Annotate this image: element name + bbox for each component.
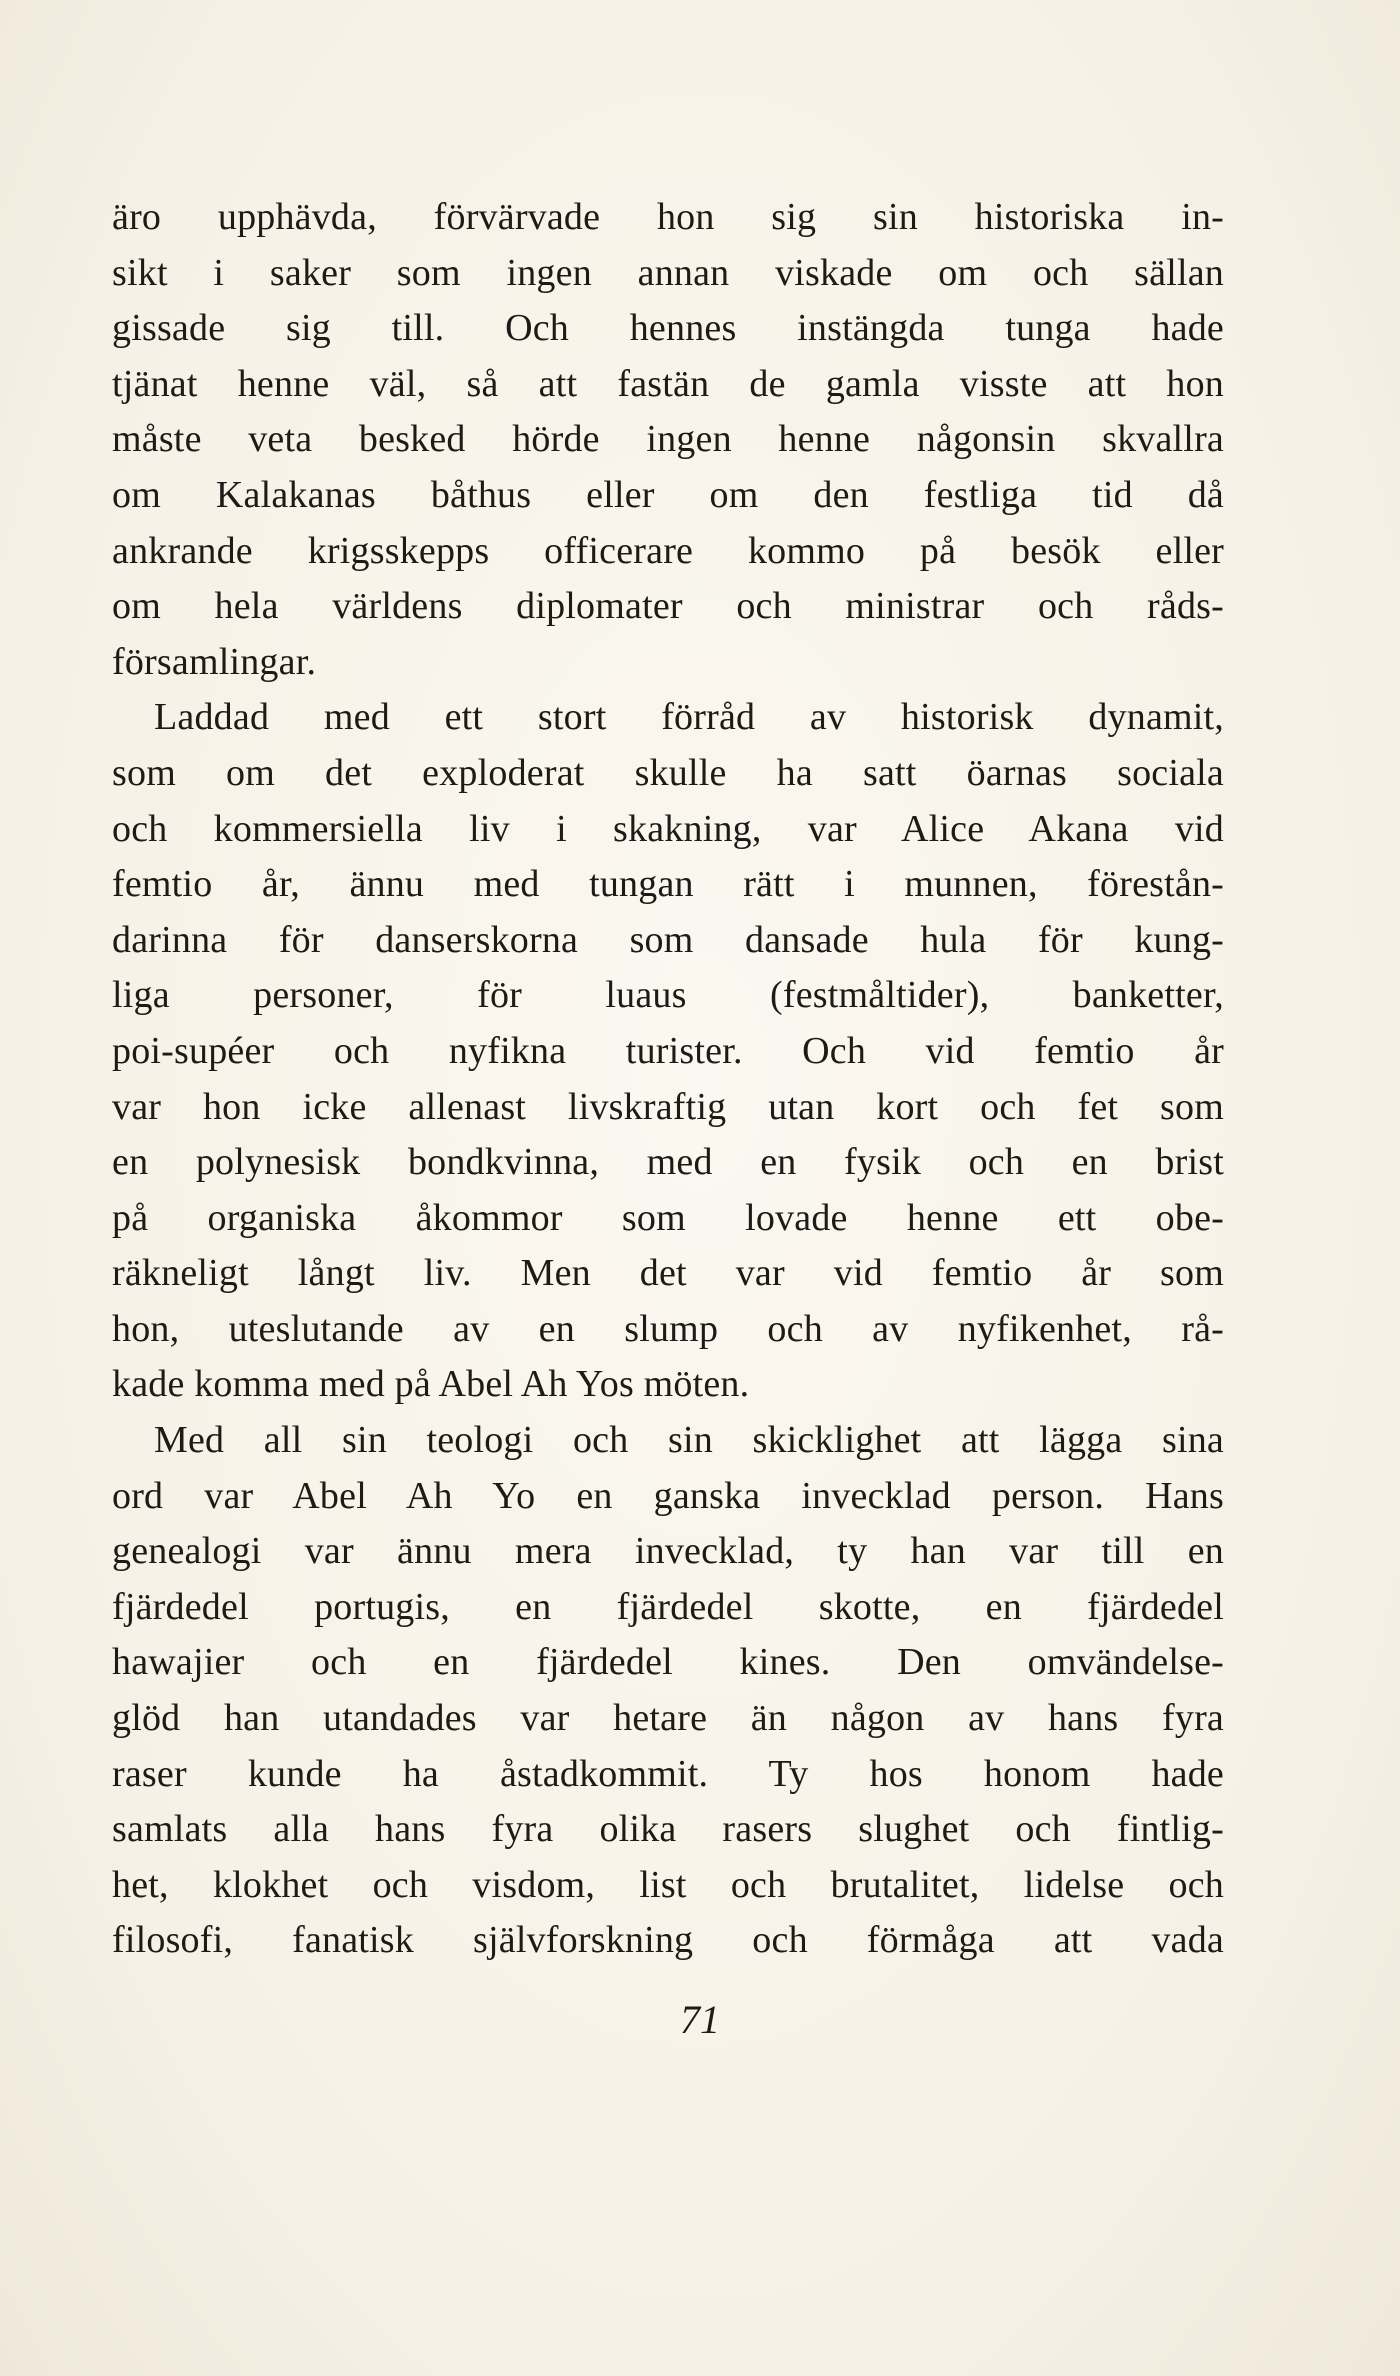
- text-line: ord var Abel Ah Yo en ganska invecklad person. Hans: [112, 1474, 1224, 1517]
- paragraph-start-line: Laddad med ett stort förråd av historisk dynamit,: [154, 696, 1224, 739]
- text-line: och kommersiella liv i skakning, var Alice Akana vid: [112, 807, 1224, 850]
- text-line: ankrande krigsskepps officerare kommo på besök eller: [112, 529, 1224, 572]
- text-line: församlingar.: [112, 640, 317, 683]
- text-line: glöd han utandades var hetare än någon av hans fyra: [112, 1697, 1224, 1740]
- text-line: liga personer, för luaus (festmåltider), banketter,: [112, 974, 1224, 1017]
- text-line: darinna för danserskorna som dansade hula för kung-: [112, 918, 1224, 961]
- paragraph-start-line: Med all sin teologi och sin skicklighet att lägga sina: [154, 1419, 1224, 1462]
- text-line: filosofi, fanatisk självforskning och förmåga att vada: [112, 1919, 1224, 1962]
- text-line: het, klokhet och visdom, list och brutalitet, lidelse och: [112, 1863, 1224, 1906]
- body-text: [112, 190, 1224, 1969]
- text-line: poi-supéer och nyfikna turister. Och vid femtio år: [112, 1029, 1224, 1072]
- text-line: gissade sig till. Och hennes instängda tunga hade: [112, 307, 1224, 350]
- text-line: på organiska åkommor som lovade henne ett obe-: [112, 1196, 1224, 1239]
- text-line: om Kalakanas båthus eller om den festliga tid då: [112, 473, 1224, 516]
- page-number: 71: [680, 1997, 720, 2042]
- text-line: fjärdedel portugis, en fjärdedel skotte, en fjärdedel: [112, 1585, 1224, 1628]
- text-line: kade komma med på Abel Ah Yos möten.: [112, 1363, 750, 1406]
- text-line: var hon icke allenast livskraftig utan kort och fet som: [112, 1085, 1224, 1128]
- text-line: femtio år, ännu med tungan rätt i munnen, förestån-: [112, 863, 1224, 906]
- text-line: samlats alla hans fyra olika rasers slughet och fintlig-: [112, 1808, 1224, 1851]
- text-line: en polynesisk bondkvinna, med en fysik och en brist: [112, 1141, 1224, 1184]
- text-line: hon, uteslutande av en slump och av nyfikenhet, rå-: [112, 1307, 1224, 1350]
- text-line: måste veta besked hörde ingen henne någonsin skvallra: [112, 418, 1224, 461]
- text-line: äro upphävda, förvärvade hon sig sin historiska in-: [112, 196, 1224, 238]
- text-line: hawajier och en fjärdedel kines. Den omvändelse-: [112, 1641, 1224, 1684]
- text-line: räkneligt långt liv. Men det var vid femtio år som: [112, 1252, 1224, 1295]
- text-line: raser kunde ha åstadkommit. Ty hos honom hade: [112, 1752, 1224, 1795]
- text-line: genealogi var ännu mera invecklad, ty han var till en: [112, 1530, 1224, 1573]
- text-line: som om det exploderat skulle ha satt öarnas sociala: [112, 751, 1224, 794]
- text-line: om hela världens diplomater och ministrar och råds-: [112, 585, 1224, 628]
- text-line: sikt i saker som ingen annan viskade om och sällan: [112, 251, 1224, 294]
- text-line: tjänat henne väl, så att fastän de gamla visste att hon: [112, 362, 1224, 405]
